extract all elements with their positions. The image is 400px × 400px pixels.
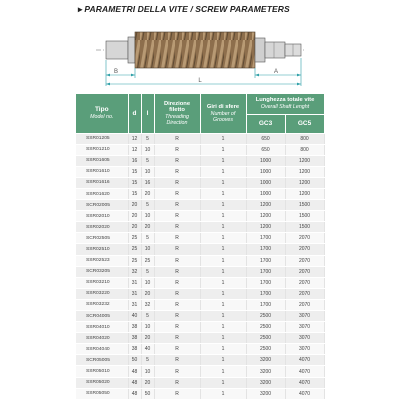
col-header-gc3: GC3 [246,114,285,133]
direction-cell: R [154,366,200,377]
grooves-cell: 1 [200,166,246,177]
gc3-cell: 1700 [246,299,285,310]
grooves-cell: 1 [200,344,246,355]
gc5-cell: 1500 [285,211,324,222]
direction-cell: R [154,155,200,166]
direction-cell: R [154,244,200,255]
gc5-cell: 1500 [285,200,324,211]
threaded-section [135,32,255,68]
grooves-cell: 1 [200,377,246,388]
direction-cell: R [154,233,200,244]
d-cell: 32 [128,266,141,277]
gc5-cell: 2070 [285,299,324,310]
d-cell: 25 [128,244,141,255]
table-row [76,311,324,322]
direction-cell: R [154,344,200,355]
model-cell: SSR05050 [76,388,128,399]
model-cell: SSR02020 [76,222,128,233]
model-cell: SSR01205 [76,133,128,144]
model-cell: SSR01616 [76,177,128,188]
gc3-cell: 1700 [246,277,285,288]
direction-cell: R [154,311,200,322]
table-row [76,155,324,166]
direction-cell: R [154,222,200,233]
table-row [76,377,324,388]
l-cell: 5 [141,155,154,166]
model-cell: SSR01605 [76,155,128,166]
gc3-cell: 1200 [246,200,285,211]
direction-cell: R [154,166,200,177]
gc5-cell: 2070 [285,288,324,299]
direction-cell: R [154,188,200,199]
gc5-cell: 1200 [285,155,324,166]
screw-parameters-table [76,94,325,400]
l-cell: 10 [141,322,154,333]
l-cell: 10 [141,366,154,377]
grooves-cell: 1 [200,244,246,255]
l-cell: 50 [141,388,154,399]
d-cell: 48 [128,377,141,388]
gc5-cell: 2070 [285,255,324,266]
model-cell: SSR02523 [76,255,128,266]
model-cell: SSR03210 [76,277,128,288]
gc3-cell: 2500 [246,311,285,322]
direction-cell: R [154,288,200,299]
gc3-cell: 1700 [246,266,285,277]
direction-cell: R [154,299,200,310]
gc3-cell: 1200 [246,211,285,222]
d-cell: 15 [128,177,141,188]
d-cell: 38 [128,322,141,333]
d-cell: 40 [128,311,141,322]
table-row [76,188,324,199]
model-cell: SSR03232 [76,299,128,310]
l-cell: 20 [141,222,154,233]
model-cell: SSR05010 [76,366,128,377]
dimension-label-a: A [273,69,279,75]
table-row [76,233,324,244]
col-header-giri: Giri di sfere Number of Grooves [200,94,246,133]
gc5-cell: 1200 [285,166,324,177]
title-arrow-icon: ▸ [78,4,83,14]
dimension-label-l: L [198,78,202,84]
gc3-cell: 1200 [246,222,285,233]
grooves-cell: 1 [200,155,246,166]
gc5-cell: 800 [285,144,324,155]
gc3-cell: 1000 [246,188,285,199]
table-row [76,144,324,155]
d-cell: 20 [128,200,141,211]
gc3-cell: 1000 [246,155,285,166]
table-row [76,322,324,333]
d-cell: 20 [128,211,141,222]
model-cell: SCR03205 [76,266,128,277]
table-row [76,266,324,277]
page-title-text: PARAMETRI DELLA VITE / SCREW PARAMETERS [84,4,290,14]
table-row [76,166,324,177]
model-cell: SSR02510 [76,244,128,255]
table-row [76,244,324,255]
d-cell: 12 [128,144,141,155]
table-row [76,222,324,233]
gc3-cell: 1000 [246,166,285,177]
d-cell: 12 [128,133,141,144]
table-row [76,133,324,144]
gc5-cell: 800 [285,133,324,144]
col-header-gc5: GC5 [285,114,324,133]
left-journal [106,41,128,59]
l-cell: 10 [141,244,154,255]
model-cell: SSR04010 [76,322,128,333]
l-cell: 32 [141,299,154,310]
l-cell: 5 [141,266,154,277]
direction-cell: R [154,211,200,222]
d-cell: 31 [128,277,141,288]
direction-cell: R [154,177,200,188]
d-cell: 38 [128,344,141,355]
gc5-cell: 3070 [285,333,324,344]
table-row [76,277,324,288]
gc3-cell: 1700 [246,244,285,255]
grooves-cell: 1 [200,333,246,344]
grooves-cell: 1 [200,266,246,277]
gc5-cell: 1200 [285,177,324,188]
col-header-direzione: Direzione filetto Threading Direction [154,94,200,133]
d-cell: 25 [128,255,141,266]
grooves-cell: 1 [200,388,246,399]
left-shoulder [128,37,135,63]
direction-cell: R [154,266,200,277]
table-row [76,333,324,344]
direction-cell: R [154,255,200,266]
direction-cell: R [154,377,200,388]
gc3-cell: 3200 [246,366,285,377]
direction-cell: R [154,355,200,366]
col-header-l: l [141,94,154,133]
gc5-cell: 2070 [285,266,324,277]
direction-cell: R [154,322,200,333]
model-cell: SSR01620 [76,188,128,199]
d-cell: 16 [128,155,141,166]
grooves-cell: 1 [200,299,246,310]
d-cell: 48 [128,366,141,377]
table-row [76,211,324,222]
l-cell: 5 [141,233,154,244]
col-header-d: d [128,94,141,133]
gc5-cell: 3070 [285,322,324,333]
gc5-cell: 4070 [285,388,324,399]
d-cell: 15 [128,188,141,199]
d-cell: 31 [128,299,141,310]
d-cell: 15 [128,166,141,177]
gc3-cell: 650 [246,133,285,144]
grooves-cell: 1 [200,366,246,377]
l-cell: 10 [141,144,154,155]
grooves-cell: 1 [200,144,246,155]
l-cell: 10 [141,166,154,177]
l-cell: 20 [141,188,154,199]
l-cell: 10 [141,277,154,288]
grooves-cell: 1 [200,211,246,222]
gc3-cell: 2500 [246,344,285,355]
direction-cell: R [154,277,200,288]
grooves-cell: 1 [200,322,246,333]
gc5-cell: 1200 [285,188,324,199]
d-cell: 20 [128,222,141,233]
gc3-cell: 1700 [246,288,285,299]
d-cell: 50 [128,355,141,366]
gc3-cell: 1700 [246,255,285,266]
grooves-cell: 1 [200,177,246,188]
gc5-cell: 2070 [285,277,324,288]
grooves-cell: 1 [200,288,246,299]
gc3-cell: 2500 [246,333,285,344]
grooves-cell: 1 [200,355,246,366]
model-cell: SSR04040 [76,344,128,355]
grooves-cell: 1 [200,233,246,244]
gc5-cell: 4070 [285,377,324,388]
model-cell: SCR02005 [76,200,128,211]
grooves-cell: 1 [200,311,246,322]
gc5-cell: 2070 [285,233,324,244]
l-cell: 10 [141,211,154,222]
gc3-cell: 3200 [246,355,285,366]
model-cell: SSR01210 [76,144,128,155]
gc5-cell: 2070 [285,244,324,255]
l-cell: 5 [141,355,154,366]
gc3-cell: 3200 [246,377,285,388]
col-header-lunghezza: Lunghezza totale vite Overall Shaft Lenght [246,94,324,114]
grooves-cell: 1 [200,188,246,199]
model-cell: SSR01610 [76,166,128,177]
table-row [76,366,324,377]
model-cell: SSR03220 [76,288,128,299]
grooves-cell: 1 [200,255,246,266]
grooves-cell: 1 [200,133,246,144]
gc5-cell: 4070 [285,366,324,377]
direction-cell: R [154,144,200,155]
direction-cell: R [154,200,200,211]
table-row [76,355,324,366]
gc5-cell: 1500 [285,222,324,233]
d-cell: 31 [128,288,141,299]
grooves-cell: 1 [200,222,246,233]
d-cell: 48 [128,388,141,399]
table-row [76,288,324,299]
l-cell: 5 [141,311,154,322]
gc5-cell: 3070 [285,311,324,322]
direction-cell: R [154,133,200,144]
screw-drawing [0,0,400,92]
table-body [76,133,324,399]
gc3-cell: 2500 [246,322,285,333]
model-cell: SCR02505 [76,233,128,244]
grooves-cell: 1 [200,277,246,288]
model-cell: SCR05005 [76,355,128,366]
model-cell: SSR02010 [76,211,128,222]
l-cell: 16 [141,177,154,188]
dimension-label-b: B [113,69,119,75]
table-row [76,344,324,355]
model-cell: SCR04005 [76,311,128,322]
table-row [76,388,324,399]
gc3-cell: 3200 [246,388,285,399]
right-journal [265,42,285,58]
table-row [76,177,324,188]
d-cell: 38 [128,333,141,344]
gc3-cell: 650 [246,144,285,155]
l-cell: 25 [141,255,154,266]
model-cell: SSR05020 [76,377,128,388]
l-cell: 20 [141,333,154,344]
model-cell: SSR04020 [76,333,128,344]
table-row [76,200,324,211]
l-cell: 20 [141,288,154,299]
table-row [76,299,324,310]
d-cell: 25 [128,233,141,244]
l-cell: 5 [141,200,154,211]
l-cell: 20 [141,377,154,388]
gc3-cell: 1000 [246,177,285,188]
right-shoulder [255,38,265,62]
l-cell: 40 [141,344,154,355]
grooves-cell: 1 [200,200,246,211]
l-cell: 5 [141,133,154,144]
table-row [76,255,324,266]
gc5-cell: 3070 [285,344,324,355]
direction-cell: R [154,333,200,344]
col-header-tipo: Tipo Model no. [76,94,128,133]
direction-cell: R [154,388,200,399]
gc3-cell: 1700 [246,233,285,244]
gc5-cell: 4070 [285,355,324,366]
